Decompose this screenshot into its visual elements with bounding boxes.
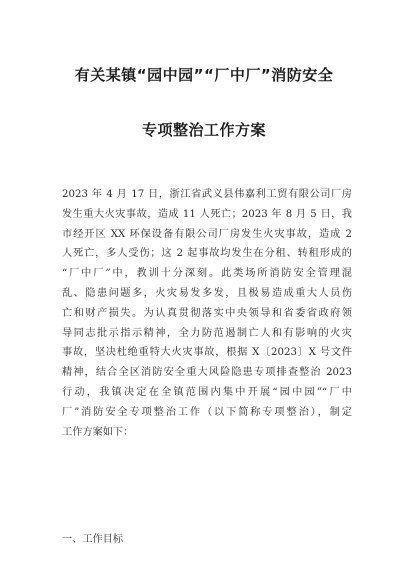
body-line-9: 事故，坚决杜绝重特大火灾事故，根据 X〔2023〕X 号文件 [62,347,352,359]
document-title-line-2: 专项整治工作方案 [141,121,266,139]
body-line-11: 行动，我镇决定在全镇范围内集中开展“园中园”“厂中 [62,386,352,398]
body-line-2: 发生重大火灾事故，造成 11 人死亡；2023 年 8 月 5 日，我 [62,208,352,220]
body-paragraph [62,185,352,442]
body-line-10: 精神，结合全区消防安全重大风险隐患专项排查整治 2023 [62,367,352,379]
body-line-12: 厂”消防安全专项整治工作（以下简称专项整治），制定 [62,406,352,418]
body-line-4: 人死亡，多人受伤；这 2 起事故均发生在分租、转租形成的 [62,248,352,260]
body-line-6: 乱、隐患问题多，火灾易发多发，且极易造成重大人员伤 [62,287,352,299]
body-line-7: 亡和财产损失。为认真贯彻落实中央领导和省委省政府领 [62,307,352,319]
body-line-1: 2023 年 4 月 17 日，浙江省武义县伟嘉利工贸有限公司厂房 [62,189,352,200]
document-title-line-1: 有关某镇“园中园”“厂中厂”消防安全 [74,66,334,84]
section-heading: 一、工作目标 [62,534,124,545]
body-line-8: 导同志批示指示精神，全力防范遏制亡人和有影响的火灾 [62,327,352,339]
body-line-3: 市经开区 XX 环保设备有限公司厂房发生火灾事故，造成 2 [62,228,352,240]
body-line-5: “厂中厂”中，教训十分深刻。此类场所消防安全管理混 [62,268,352,280]
body-line-13: 工作方案如下： [62,426,134,438]
